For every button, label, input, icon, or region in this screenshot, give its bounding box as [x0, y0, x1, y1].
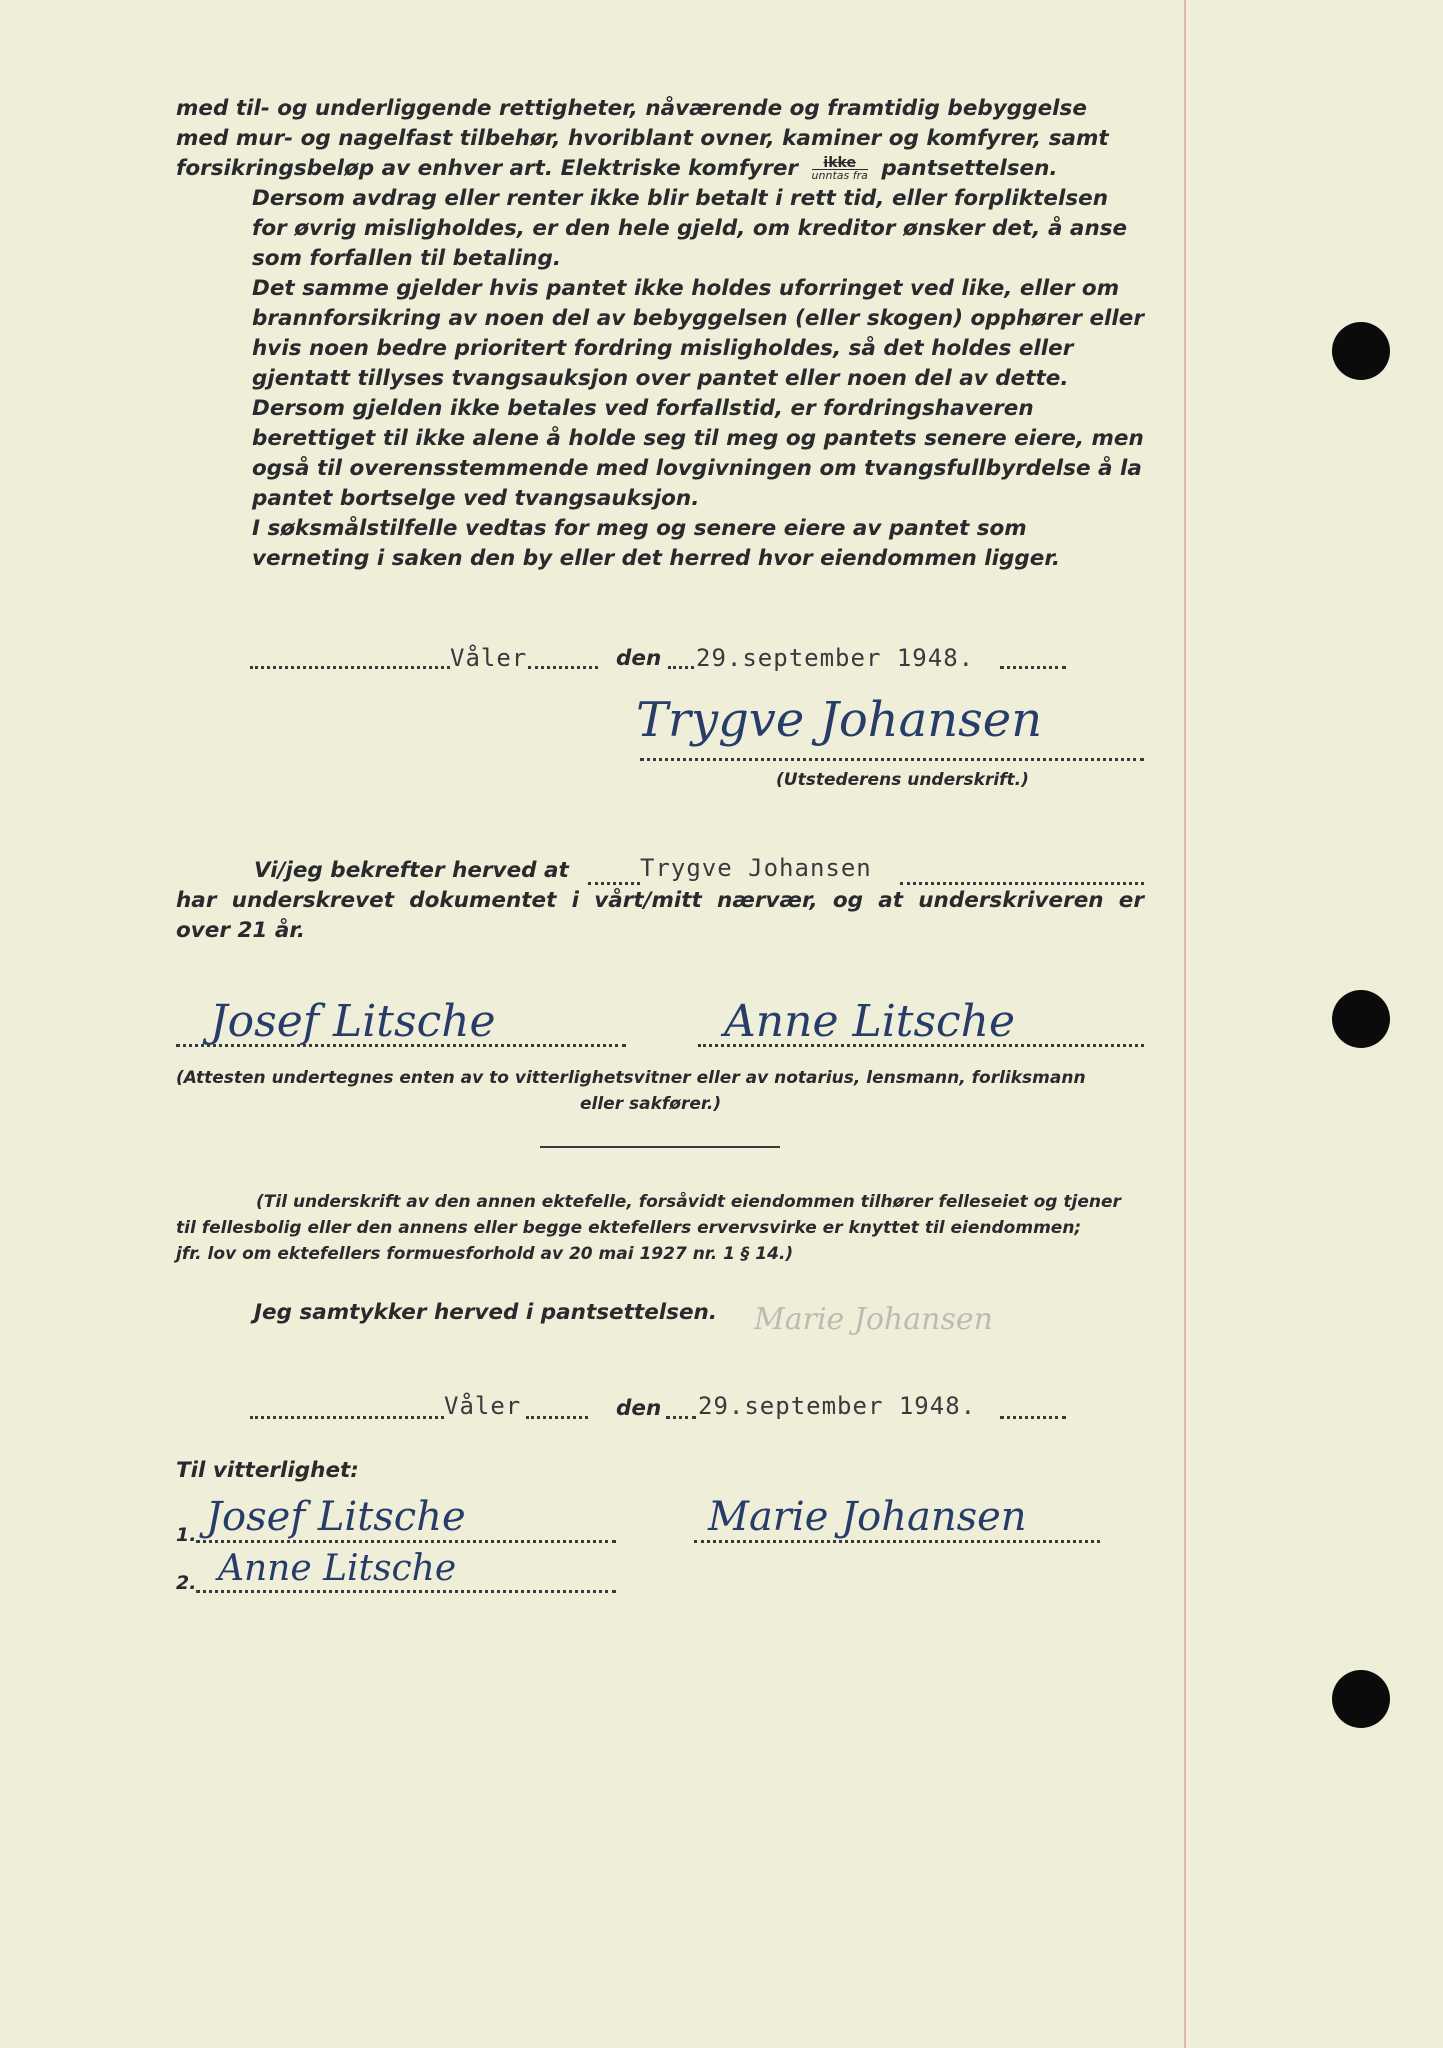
terms-text	[176, 94, 1146, 574]
punch-hole	[1332, 990, 1390, 1048]
witness-number-1: 1.	[176, 1524, 197, 1546]
attest-witness-1: Josef Litsche	[206, 1494, 466, 1540]
dotted-line	[900, 882, 1144, 885]
paragraph-2: Dersom avdrag eller renter ikke blir betalt i rett tid, eller forpliktelsen for øvrig misligholdes, er den hele gjeld, om kreditor ønsker det, å anse som forfallen til betaling.	[252, 186, 1128, 271]
spouse-note-1: (Til underskrift av den annen ektefelle, forsåvidt eiendommen tilhører felleseiet og tjener	[256, 1192, 1121, 1212]
dotted-line	[526, 1416, 588, 1419]
confirm-line-3: over 21 år.	[176, 918, 306, 943]
paragraph-5: I søksmålstilfelle vedtas for meg og senere eiere av pantet som verneting i saken den by eller det herred hvor eiendommen ligger.	[252, 516, 1061, 571]
section-divider	[540, 1146, 780, 1148]
signature-line	[694, 1540, 1100, 1543]
issuer-signature: Trygve Johansen	[636, 692, 1043, 748]
spouse-signature: Marie Johansen	[708, 1494, 1027, 1540]
place-1: Våler	[450, 644, 528, 672]
witness-signature-2: Anne Litsche	[724, 996, 1016, 1047]
dotted-line	[1000, 666, 1066, 669]
dotted-line	[250, 1416, 444, 1419]
attest-note-2: eller sakfører.)	[580, 1094, 722, 1114]
attest-note-1: (Attesten undertegnes enten av to vitterlighetsvitner eller av notarius, lensmann, forliksmann	[176, 1068, 1086, 1088]
signature-line	[176, 1044, 626, 1047]
dotted-line	[668, 666, 694, 669]
fraction-mark: $\frac{\text{ikke}}{\text{unntas fra}}$	[811, 154, 868, 182]
signature-line	[640, 758, 1144, 761]
attest-heading: Til vitterlighet:	[176, 1458, 359, 1483]
signature-line	[196, 1540, 616, 1543]
dotted-line	[528, 666, 598, 669]
confirm-line-2: har underskrevet dokumentet i vårt/mitt nærvær, og at underskriveren er	[176, 888, 1144, 913]
date-1: 29.september 1948.	[696, 644, 975, 672]
margin-rule	[1184, 0, 1186, 2048]
confirm-prefix: Vi/jeg bekrefter herved at	[254, 858, 569, 883]
faint-signature: Marie Johansen	[754, 1302, 993, 1337]
dotted-line	[588, 882, 640, 885]
spouse-note-3: jfr. lov om ektefellers formuesforhold av 20 mai 1927 nr. 1 § 14.)	[176, 1244, 794, 1264]
paragraph-3: Det samme gjelder hvis pantet ikke holdes uforringet ved like, eller om brannforsikring av noen del av bebyggelsen (eller skogen) opphører eller hvis noen bedre prioritert fordring misligholdes, så det holdes eller gjentatt tillyses tvangsauksjon over pantet eller noen del av dette.	[252, 276, 1144, 391]
spouse-note-2: til fellesbolig eller den annens eller begge ektefellers ervervsvirke er knyttet til eiendommen;	[176, 1218, 1082, 1238]
issuer-label: (Utstederens underskrift.)	[776, 770, 1029, 790]
punch-hole	[1332, 1670, 1390, 1728]
witness-number-2: 2.	[176, 1572, 197, 1594]
witness-signature-1: Josef Litsche	[210, 996, 496, 1047]
den-label-1: den	[616, 646, 662, 671]
punch-hole	[1332, 322, 1390, 380]
dotted-line	[1000, 1416, 1066, 1419]
confirmed-name: Trygve Johansen	[640, 854, 872, 882]
dotted-line	[666, 1416, 696, 1419]
attest-witness-2: Anne Litsche	[218, 1548, 457, 1589]
dotted-line	[250, 666, 450, 669]
paragraph-4: Dersom gjelden ikke betales ved forfallstid, er fordringshaveren berettiget til ikke alene å holde seg til meg og pantets senere eiere, men også til overensstemmende med lovgivningen om tvangsfullbyrdelse å la pantet bortselge ved tvangsauksjon.	[252, 396, 1144, 511]
place-2: Våler	[444, 1392, 522, 1420]
signature-line	[196, 1590, 616, 1593]
consent-text: Jeg samtykker herved i pantsettelsen.	[254, 1300, 717, 1325]
date-2: 29.september 1948.	[698, 1392, 977, 1420]
den-label-2: den	[616, 1396, 662, 1421]
signature-line	[698, 1044, 1144, 1047]
paragraph-1: med til- og underliggende rettigheter, nåværende og framtidig bebyggelse med mur- og nagelfast tilbehør, hvoriblant ovner, kaminer og komfyrer, samt forsikringsbeløp av enhver art. Elektriske komfyrer $\frac{\text{ikke}}{\text{unntas fra}}$ pantsettelsen.	[176, 96, 1109, 182]
